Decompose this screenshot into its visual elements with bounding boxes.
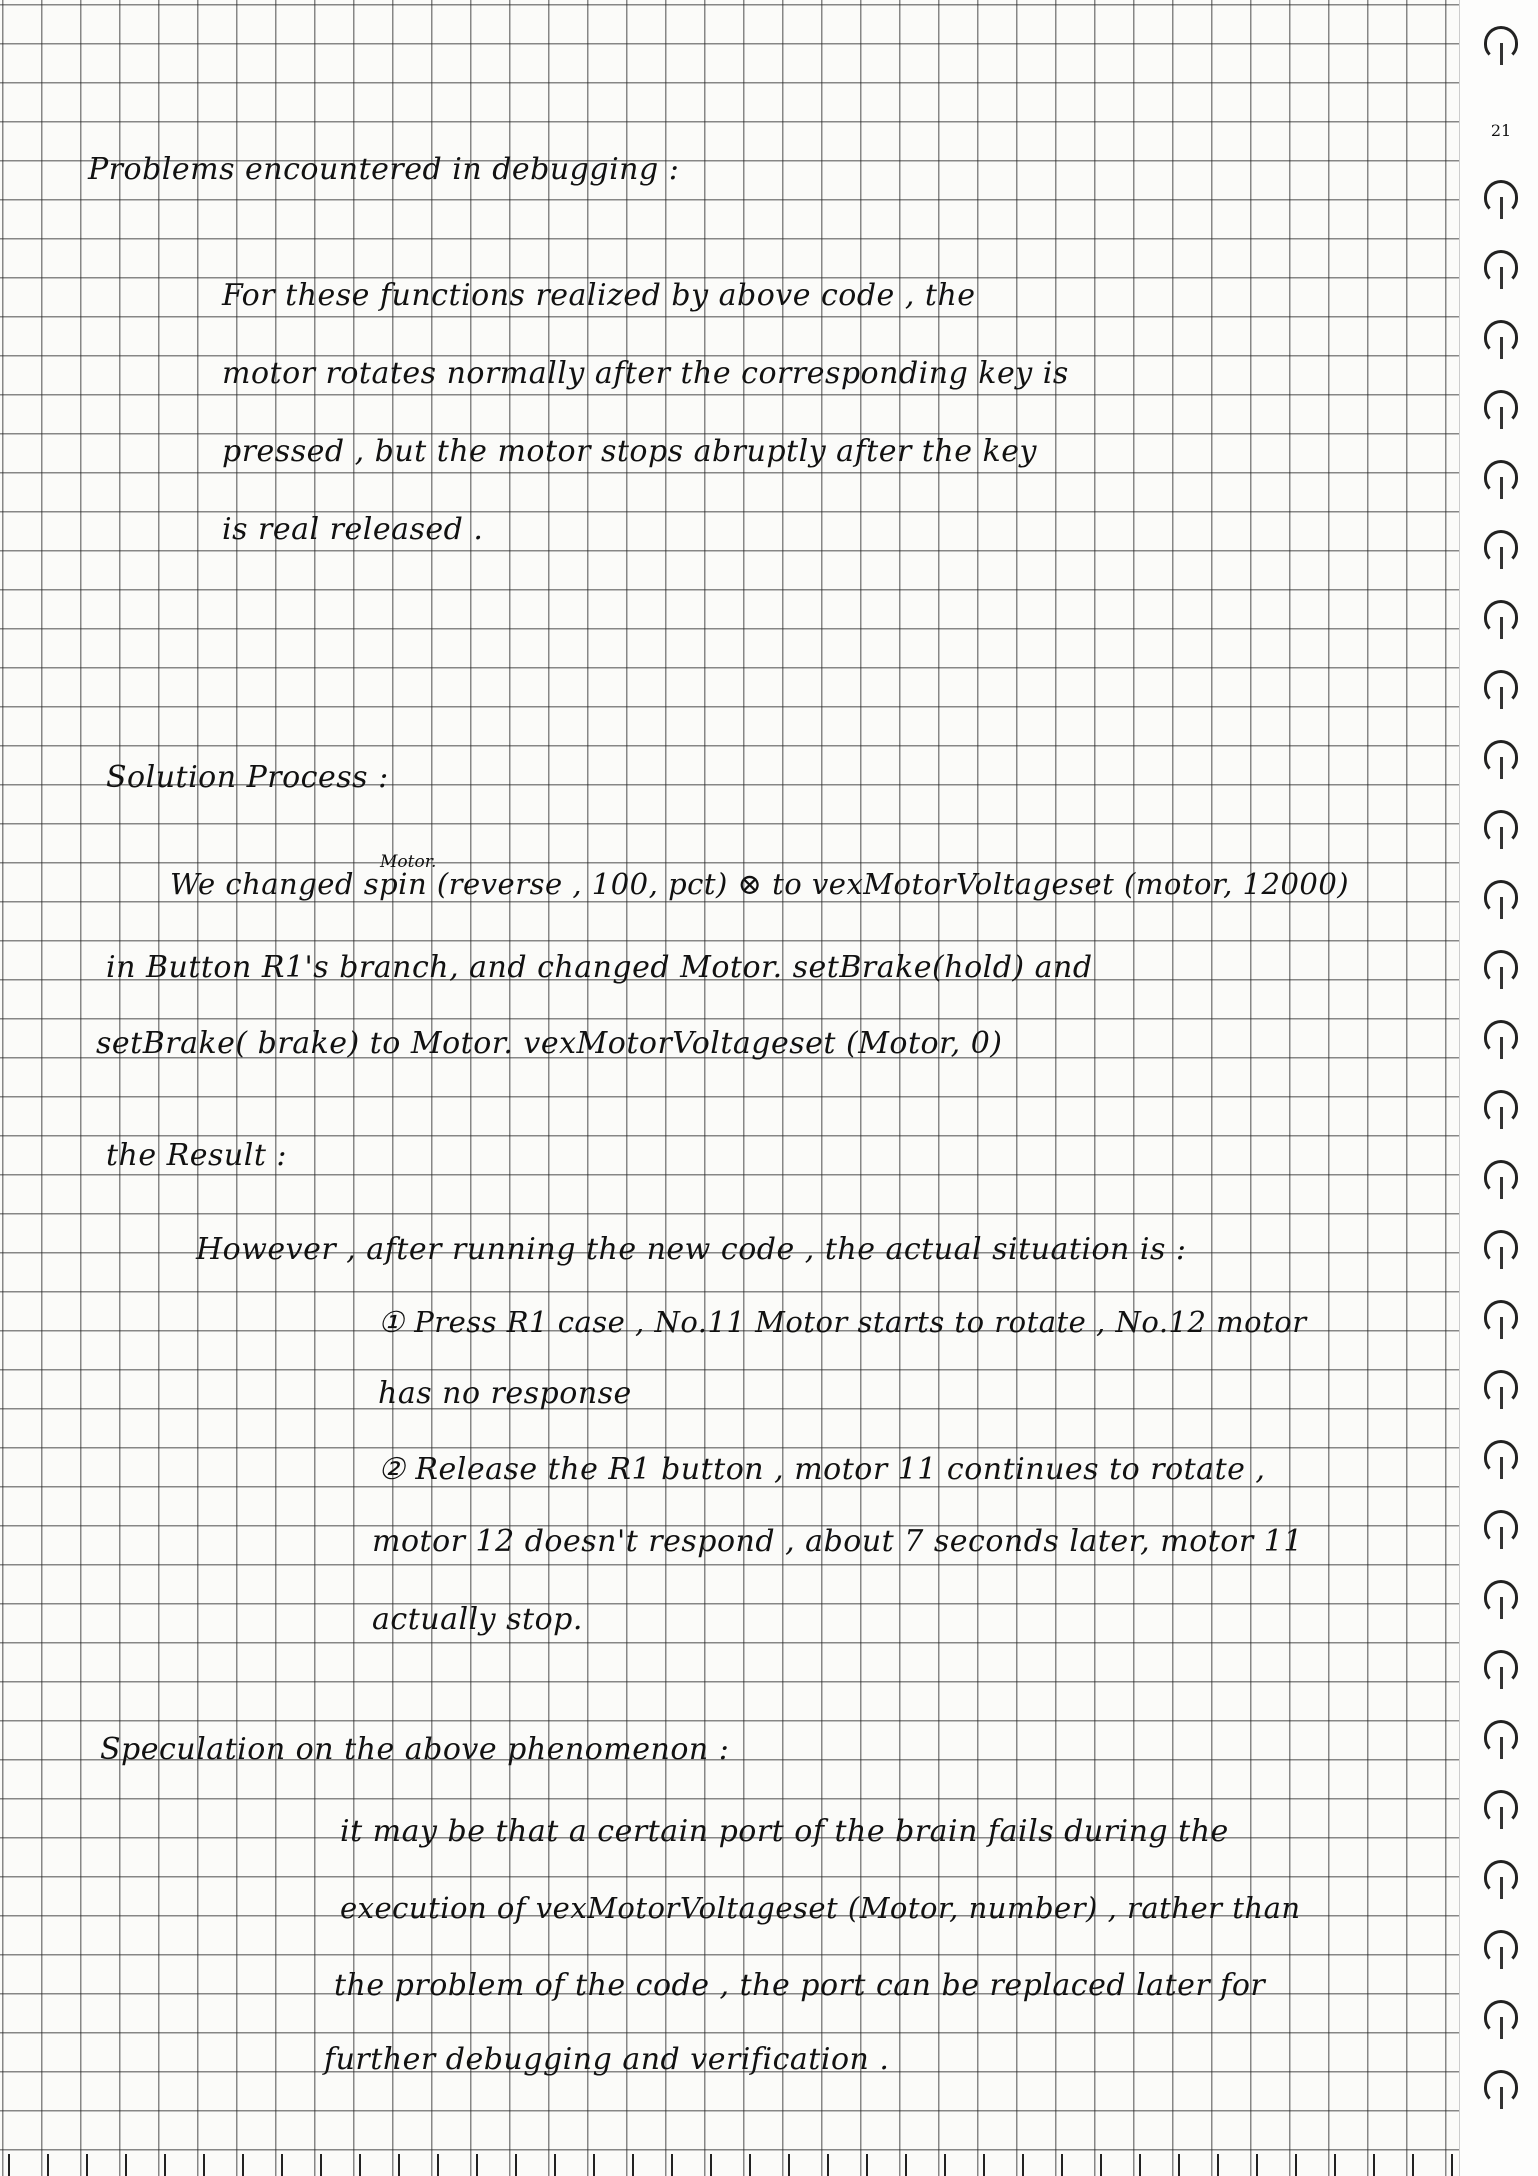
binding-ring-icon bbox=[1484, 390, 1518, 424]
binding-ring-icon bbox=[1484, 950, 1518, 984]
result-line: ① Press R1 case , No.11 Motor starts to rotate , No.12 motor bbox=[378, 1305, 1307, 1339]
result-line: actually stop. bbox=[372, 1602, 583, 1637]
heading-problems: Problems encountered in debugging : bbox=[88, 152, 680, 187]
binding-ring-icon bbox=[1484, 740, 1518, 774]
binding-ring-icon bbox=[1484, 1650, 1518, 1684]
binding-ring-icon bbox=[1484, 1020, 1518, 1054]
binding-ring-icon bbox=[1484, 1090, 1518, 1124]
binding-ring-icon bbox=[1484, 1160, 1518, 1194]
binding-ring-icon bbox=[1484, 1230, 1518, 1264]
binding-ring-icon bbox=[1484, 2000, 1518, 2034]
binding-ring-icon bbox=[1484, 320, 1518, 354]
binding-ring-icon bbox=[1484, 180, 1518, 214]
bottom-edge-ticks bbox=[0, 2154, 1460, 2176]
binding-ring-icon bbox=[1484, 1370, 1518, 1404]
problems-line: is real released . bbox=[222, 512, 484, 547]
binding-ring-icon bbox=[1484, 460, 1518, 494]
binding-ring-icon bbox=[1484, 1930, 1518, 1964]
problems-line: motor rotates normally after the corresponding key is bbox=[222, 356, 1069, 391]
binding-ring-icon bbox=[1484, 1440, 1518, 1474]
result-line: motor 12 doesn't respond , about 7 seconds later, motor 11 bbox=[372, 1524, 1303, 1559]
speculation-line: further debugging and verification . bbox=[324, 2042, 890, 2077]
binding-ring-icon bbox=[1484, 810, 1518, 844]
heading-solution: Solution Process : bbox=[106, 760, 389, 795]
binding-ring-icon bbox=[1484, 1510, 1518, 1544]
problems-line: For these functions realized by above code , the bbox=[222, 278, 976, 313]
speculation-line: the problem of the code , the port can be replaced later for bbox=[334, 1968, 1266, 2003]
page-number: 21 bbox=[1490, 121, 1512, 140]
solution-line: We changed spin (reverse , 100, pct) ⊗ to vexMotorVoltageset (motor, 12000) bbox=[170, 867, 1350, 901]
binding-ring-icon bbox=[1484, 880, 1518, 914]
spiral-binding-margin bbox=[1459, 0, 1538, 2176]
result-line: has no response bbox=[378, 1376, 632, 1411]
speculation-line: execution of vexMotorVoltageset (Motor, number) , rather than bbox=[340, 1891, 1301, 1925]
binding-ring-icon bbox=[1484, 1580, 1518, 1614]
solution-line: setBrake( brake) to Motor. vexMotorVoltageset (Motor, 0) bbox=[96, 1026, 1003, 1061]
binding-ring-icon bbox=[1484, 1860, 1518, 1894]
binding-ring-icon bbox=[1484, 1300, 1518, 1334]
heading-result: the Result : bbox=[106, 1138, 288, 1173]
binding-ring-icon bbox=[1484, 250, 1518, 284]
binding-ring-icon bbox=[1484, 1720, 1518, 1754]
binding-ring-icon bbox=[1484, 600, 1518, 634]
binding-ring-icon bbox=[1484, 1790, 1518, 1824]
binding-ring-icon bbox=[1484, 2070, 1518, 2104]
solution-line: in Button R1's branch, and changed Motor. setBrake(hold) and bbox=[106, 950, 1093, 985]
binding-ring-icon bbox=[1484, 670, 1518, 704]
speculation-line: it may be that a certain port of the brain fails during the bbox=[340, 1814, 1229, 1849]
problems-line: pressed , but the motor stops abruptly after the key bbox=[222, 434, 1037, 469]
heading-speculation: Speculation on the above phenomenon : bbox=[100, 1732, 730, 1767]
binding-ring-icon bbox=[1484, 530, 1518, 564]
solution-superscript: Motor. bbox=[380, 852, 437, 872]
result-line: ② Release the R1 button , motor 11 continues to rotate , bbox=[378, 1452, 1266, 1487]
binding-ring-icon bbox=[1484, 26, 1518, 60]
result-intro: However , after running the new code , the actual situation is : bbox=[196, 1232, 1187, 1267]
